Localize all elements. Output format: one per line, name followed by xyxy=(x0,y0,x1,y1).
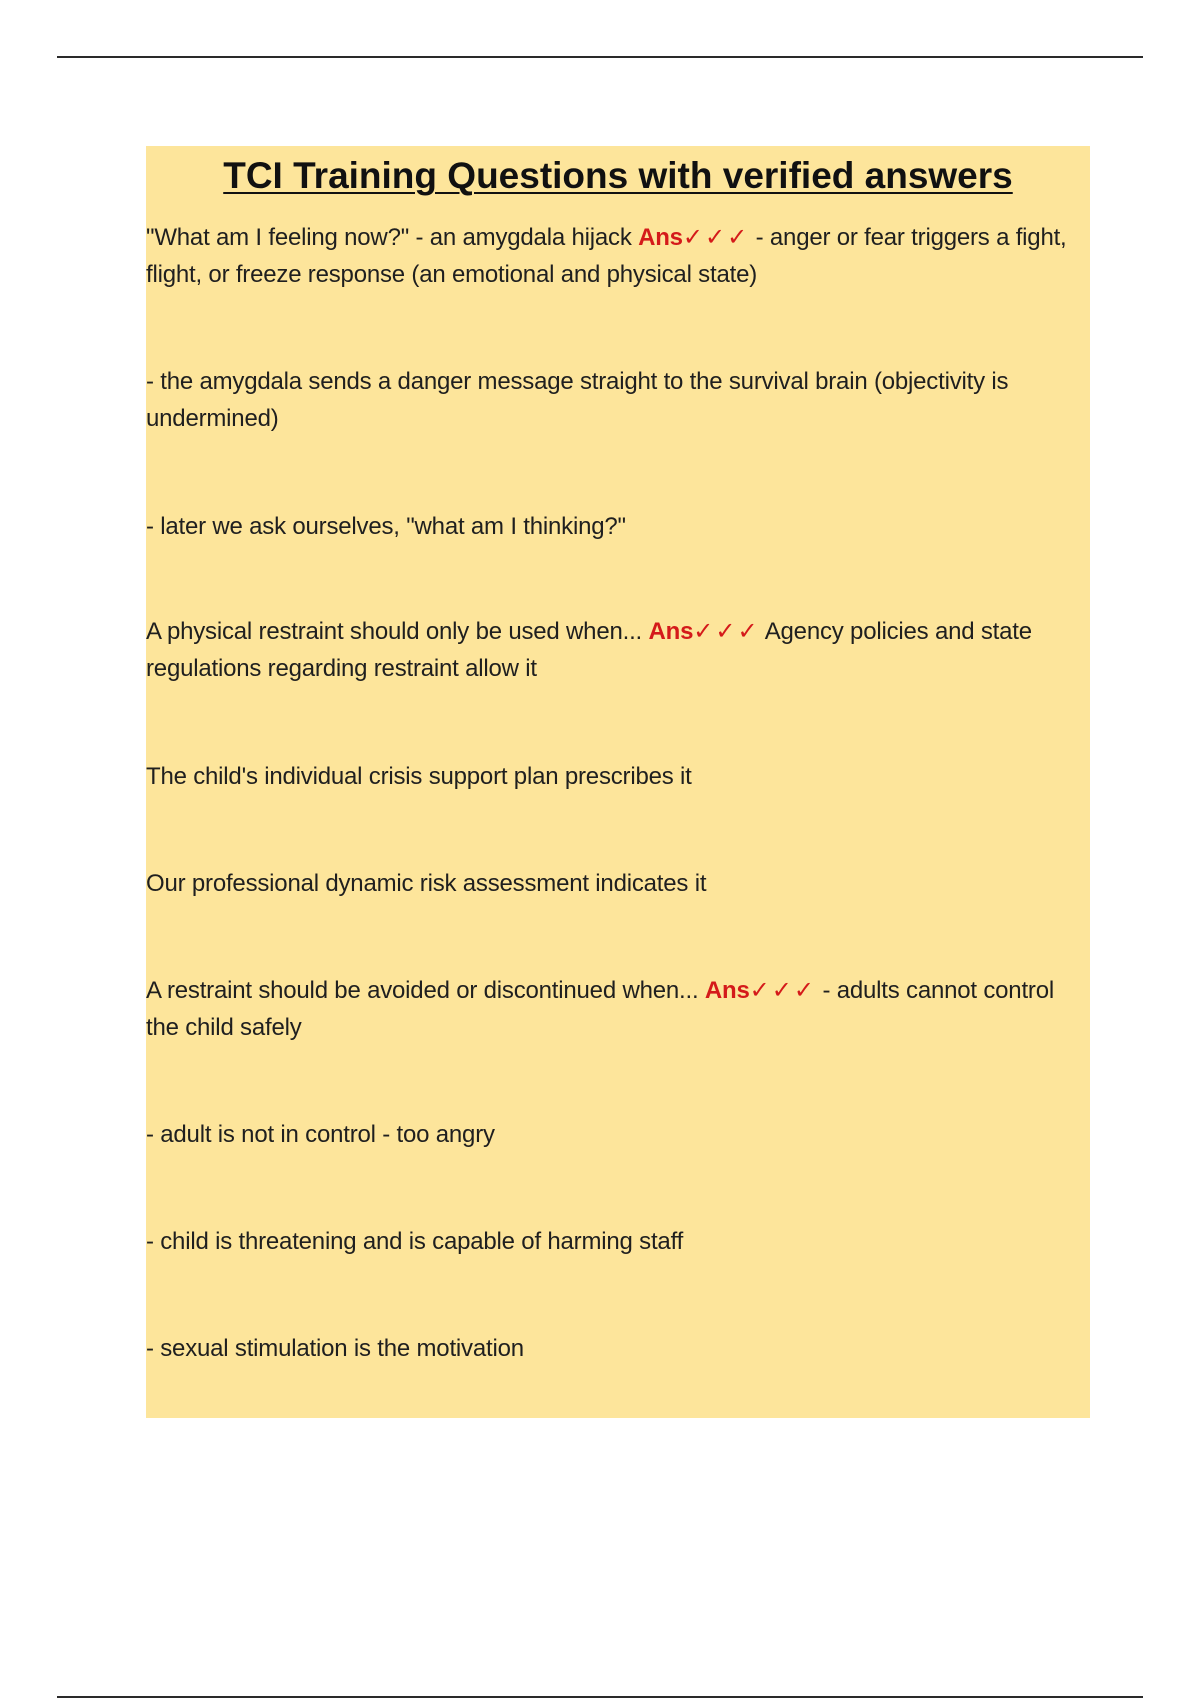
answer-line: - adult is not in control - too angry xyxy=(146,1121,495,1149)
answer-line: Our professional dynamic risk assessment indicates it xyxy=(146,870,707,898)
question-text: A physical restraint should only be used when... xyxy=(146,618,649,646)
answer-line: - sexual stimulation is the motivation xyxy=(146,1335,524,1363)
qa-entry-physical-restraint xyxy=(146,613,1090,687)
answer-text: Agency policies and state regulations regarding restraint allow it xyxy=(146,618,1032,683)
highlighted-content-block xyxy=(146,146,1090,1418)
answer-text: - adults cannot control the child safely xyxy=(146,977,1054,1042)
answer-line: - the amygdala sends a danger message straight to the survival brain (objectivity is undermined) xyxy=(146,368,1009,433)
answer-line: - child is threatening and is capable of harming staff xyxy=(146,1228,684,1256)
qa-entry-restraint-avoided xyxy=(146,972,1090,1046)
header-rule xyxy=(57,56,1143,58)
checkmarks-icon: ✓✓✓ xyxy=(682,224,750,252)
document-title: TCI Training Questions with verified answers xyxy=(223,155,1013,196)
checkmarks-icon: ✓✓✓ xyxy=(749,977,816,1005)
answer-text: - anger or fear triggers a fight, flight, or freeze response (an emotional and physical state) xyxy=(146,224,1067,289)
question-text: "What am I feeling now?" - an amygdala hijack xyxy=(146,224,639,252)
ans-label: Ans xyxy=(704,977,750,1005)
question-text: A restraint should be avoided or discontinued when... xyxy=(146,977,705,1005)
ans-label: Ans xyxy=(648,618,694,646)
checkmarks-icon: ✓✓✓ xyxy=(693,618,760,646)
footer-rule xyxy=(57,1696,1143,1698)
ans-label: Ans xyxy=(638,224,683,252)
qa-entry-amygdala-hijack xyxy=(146,219,1090,293)
answer-line: - later we ask ourselves, "what am I thinking?" xyxy=(146,513,626,541)
answer-line: The child's individual crisis support plan prescribes it xyxy=(146,763,692,791)
